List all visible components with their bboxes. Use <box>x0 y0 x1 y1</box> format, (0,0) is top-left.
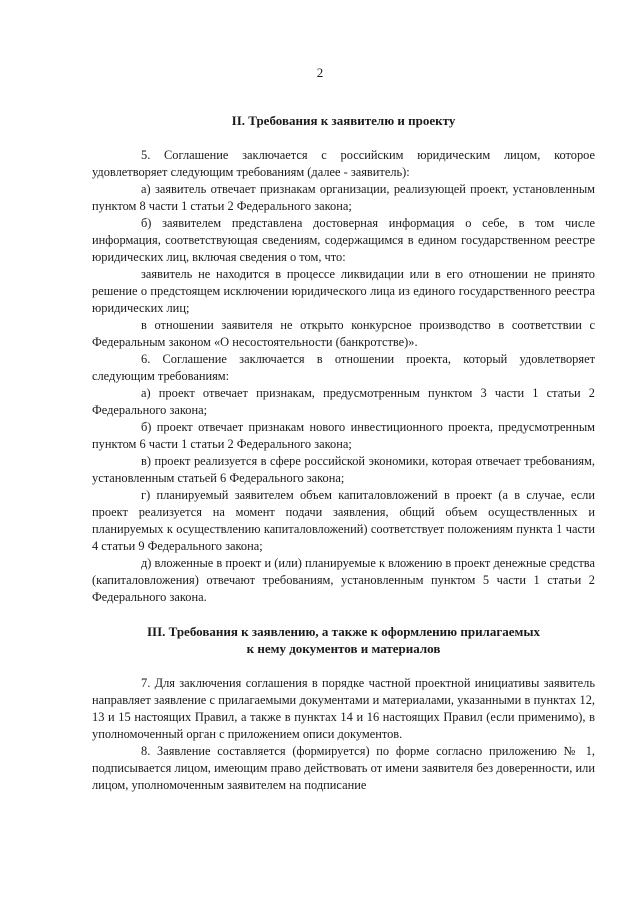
paragraph: в) проект реализуется в сфере российской экономики, которая отвечает требованиям, установленным статьей 6 Федерального закона; <box>92 454 595 485</box>
page-number: 2 <box>316 65 324 80</box>
section-2-body <box>92 147 595 606</box>
paragraph: 7. Для заключения соглашения в порядке частной проектной инициативы заявитель направляет заявление с прилагаемыми документами и материалами, указанными в пунктах 12, 13 и 15 настоящих Правил, а также в пунктах 14 и 16 настоящих Правил (если применимо), в уполномоченный орган с приложением описи документов. <box>92 676 595 741</box>
paragraph: в отношении заявителя не открыто конкурсное производство в соответствии с Федеральным законом «О несостоятельности (банкротстве)». <box>92 318 595 349</box>
paragraph: 5. Соглашение заключается с российским юридическим лицом, которое удовлетворяет следующим требованиям (далее - заявитель): <box>92 148 595 179</box>
section-3-heading-line-1: III. Требования к заявлению, а также к оформлению прилагаемых <box>146 624 541 639</box>
paragraph: б) проект отвечает признакам нового инвестиционного проекта, предусмотренным пунктом 6 части 1 статьи 2 Федерального закона; <box>92 420 595 451</box>
paragraph: г) планируемый заявителем объем капиталовложений в проект (а в случае, если проект реализуется на момент подачи заявления, общий объем осуществленных и планируемых к осуществлению капиталовложений) соответствует положениям пункта 1 части 4 статьи 9 Федерального закона; <box>92 488 595 553</box>
paragraph: 8. Заявление составляется (формируется) по форме согласно приложению № 1, подписывается лицом, имеющим право действовать от имени заявителя без доверенности, или лицом, уполномоченным заявителем на подписание <box>92 744 595 792</box>
paragraph: б) заявителем представлена достоверная информация о себе, в том числе информация, соответствующая сведениям, содержащимся в едином государственном реестре юридических лиц, включая сведения о том, что: <box>92 216 595 264</box>
section-3-body <box>92 675 595 794</box>
paragraph: заявитель не находится в процессе ликвидации или в его отношении не принято решение о предстоящем исключении юридического лица из единого государственного реестра юридических лиц; <box>92 267 595 315</box>
page-body <box>92 112 595 794</box>
section-3-heading-line-2: к нему документов и материалов <box>246 641 441 656</box>
section-2-heading: II. Требования к заявителю и проекту <box>231 113 456 128</box>
paragraph: а) заявитель отвечает признакам организации, реализующей проект, установленным пунктом 8 части 1 статьи 2 Федерального закона; <box>92 182 595 213</box>
paragraph: а) проект отвечает признакам, предусмотренным пунктом 3 части 1 статьи 2 Федерального закона; <box>92 386 595 417</box>
paragraph: 6. Соглашение заключается в отношении проекта, который удовлетворяет следующим требованиям: <box>92 352 595 383</box>
section-3-heading <box>92 623 595 657</box>
paragraph: д) вложенные в проект и (или) планируемые к вложению в проект денежные средства (капиталовложения) отвечают требованиям, установленным пунктом 5 части 1 статьи 2 Федерального закона. <box>92 556 595 604</box>
